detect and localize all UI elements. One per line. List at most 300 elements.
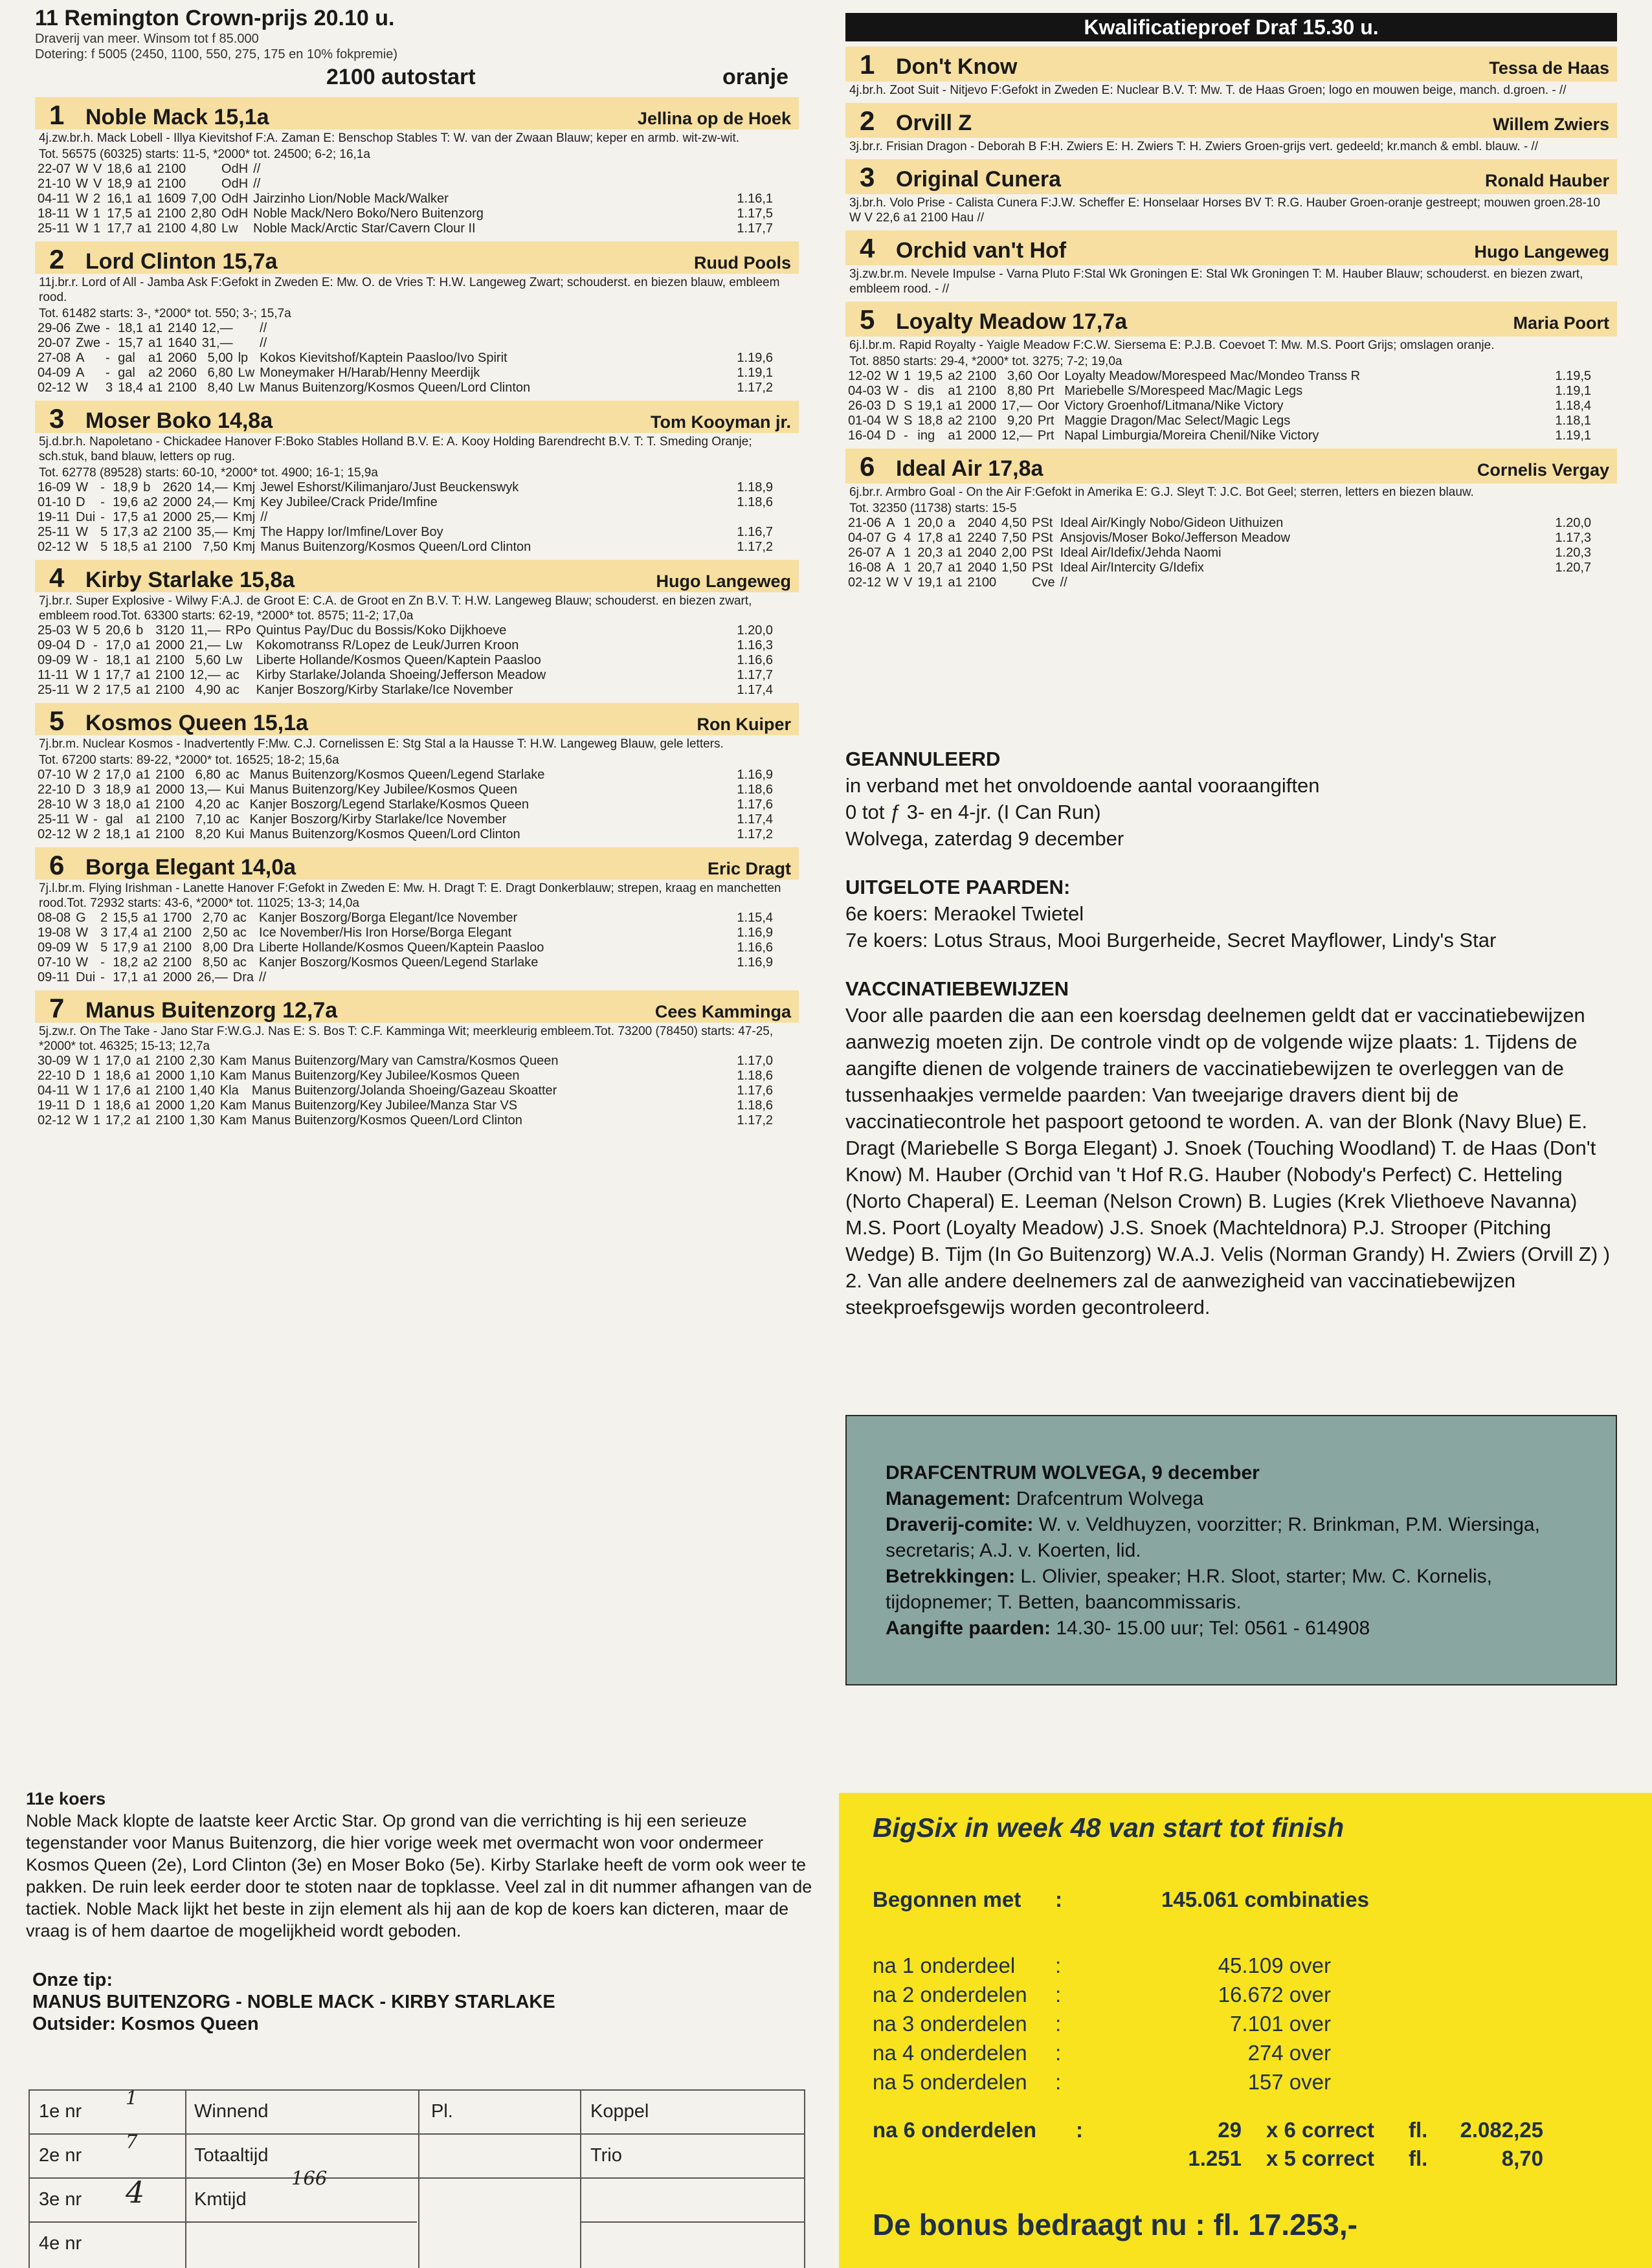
form-cell: S (904, 399, 913, 413)
bigsix-five-correct: x 5 correct (1266, 2146, 1374, 2170)
form-row (845, 384, 1617, 399)
form-cell: 1 (93, 668, 101, 682)
form-cell: 4,50 (1001, 516, 1027, 530)
form-cell: Dui (76, 970, 96, 984)
horse-totals: Tot. 8850 starts: 29-4, *2000* tot. 3275; 7-2; 19,0a (849, 355, 1122, 368)
form-cell: 6,80 (207, 366, 233, 380)
form-cell: 20,0 (917, 516, 943, 530)
form-cell: 8,40 (207, 381, 233, 395)
form-cell: 2100 (168, 381, 197, 395)
form-row (35, 812, 799, 827)
form-cell: 1.16,3 (737, 638, 773, 652)
form-cell: Jewel Eshorst/Kilimanjaro/Just Beuckenswyk (260, 480, 519, 495)
form-cell: 25,— (196, 510, 228, 524)
form-cell: a1 (137, 221, 152, 236)
horse-driver: Ruud Pools (694, 253, 791, 272)
form-cell: G (76, 911, 86, 925)
form-cell: Kam (219, 1069, 247, 1083)
form-cell: 1.20,0 (1555, 516, 1591, 530)
form-cell: 4,90 (195, 683, 221, 697)
form-row (35, 321, 799, 336)
form-cell: 19-11 (38, 510, 70, 524)
bigsix-bonus: De bonus bedraagt nu : fl. 17.253,- (873, 2208, 1357, 2241)
horse-entry (35, 401, 799, 555)
form-cell: a1 (136, 683, 151, 697)
form-cell: 26,— (196, 970, 228, 984)
form-cell: 1.20,7 (1555, 561, 1591, 575)
horse-driver: Eric Dragt (707, 859, 791, 878)
form-cell: 30-09 (38, 1054, 71, 1068)
form-cell: 02-12 (38, 540, 71, 554)
horse-number: 4 (860, 233, 875, 263)
grid-row-label: 3e nr (39, 2189, 82, 2210)
form-cell: a1 (148, 351, 163, 365)
horse-number: 6 (860, 451, 875, 482)
form-cell: Manus Buitenzorg/Kosmos Queen/Lord Clinton (260, 381, 531, 395)
form-cell: 5 (100, 940, 108, 955)
horse-number: 5 (860, 304, 875, 335)
entries-value: 14.30- 15.00 uur; Tel: 0561 - 614908 (1056, 1618, 1370, 1639)
form-row (35, 206, 799, 221)
form-cell: 17,9 (113, 940, 139, 955)
horse-entry (845, 47, 1617, 98)
form-cell: 2100 (155, 1054, 184, 1068)
form-cell: a1 (136, 1098, 151, 1113)
form-cell: PSt (1032, 561, 1053, 575)
form-row (35, 911, 799, 926)
form-cell: 3,60 (1007, 369, 1032, 383)
form-cell: 2100 (157, 221, 186, 236)
form-cell (734, 510, 799, 525)
form-cell: W (76, 177, 89, 191)
horse-name: Orvill Z (896, 111, 972, 135)
form-cell: 17,1 (113, 970, 139, 984)
form-cell: 25-03 (38, 623, 71, 638)
form-cell: 8,00 (202, 940, 228, 955)
horse-totals: Tot. 56575 (60325) starts: 11-5, *2000* tot. 24500; 6-2; 16,1a (39, 148, 370, 161)
horse-band (845, 449, 1617, 484)
form-cell (734, 177, 799, 192)
form-cell: 1609 (157, 192, 186, 206)
bigsix-five-amount: 8,70 (1501, 2146, 1543, 2170)
form-cell: A (76, 366, 85, 380)
form-cell: a2 (143, 955, 158, 970)
form-cell: 2100 (155, 668, 184, 682)
form-cell: Oor (1037, 369, 1060, 383)
form-cell: 01-10 (38, 495, 71, 509)
form-cell: 18,6 (107, 162, 133, 176)
horse-driver: Hugo Langeweg (656, 572, 791, 591)
form-cell: 2140 (168, 321, 197, 335)
form-cell: 1 (93, 1098, 101, 1113)
horse-name: Lord Clinton 15,7a (85, 249, 278, 274)
form-cell: dis (917, 384, 934, 398)
horse-pedigree: 3j.br.r. Frisian Dragon - Deborah B F:H. Zwiers E: H. Zwiers T: H. Zwiers Groen-grijs vert. gedeeld; kr.manch & embl. blauw. - // (849, 140, 1538, 153)
form-cell: Manus Buitenzorg/Key Jubilee/Manza Star VS (251, 1098, 518, 1113)
form-cell: D (76, 1069, 85, 1083)
form-cell: 1.17,6 (737, 1084, 773, 1098)
form-cell: RPo (225, 623, 251, 638)
form-table (35, 768, 799, 842)
form-cell: Kui (225, 827, 245, 841)
bigsix-five-fl: fl. (1409, 2146, 1428, 2170)
form-cell: b (143, 480, 151, 495)
form-cell: 15,7 (118, 336, 144, 350)
form-cell: ac (232, 926, 247, 940)
form-cell: 1.16,7 (737, 525, 773, 539)
horse-number: 3 (49, 403, 65, 434)
form-cell (734, 970, 799, 985)
form-cell: 1 (93, 221, 101, 236)
form-cell: Lw (225, 653, 243, 667)
form-row (35, 351, 799, 366)
form-cell: 1700 (162, 911, 192, 925)
form-cell: 1.18,4 (1555, 399, 1591, 413)
form-cell: Moneymaker H/Harab/Henny Meerdijk (260, 366, 480, 380)
form-cell: 2 (93, 827, 101, 841)
bigsix-six-fl: fl. (1409, 2118, 1428, 2142)
horse-totals: Tot. 62778 (89528) starts: 60-10, *2000* tot. 4900; 16-1; 15,9a (39, 466, 378, 480)
horse-name: Borga Elegant 14,0a (85, 855, 296, 880)
form-cell: a1 (136, 797, 151, 812)
horse-number: 2 (860, 106, 875, 136)
horse-title (49, 706, 308, 737)
form-cell: 21,— (189, 638, 221, 652)
form-cell: a1 (136, 668, 151, 682)
form-cell: 3 (93, 797, 101, 812)
form-cell: 25-11 (38, 525, 70, 539)
form-cell: Lw (225, 638, 243, 652)
form-cell: 25-11 (38, 683, 70, 697)
form-cell: OdH (221, 192, 249, 206)
form-row (35, 221, 799, 236)
form-cell: 17,8 (917, 531, 943, 545)
form-cell: Liberte Hollande/Kosmos Queen/Kaptein Paasloo (256, 653, 541, 667)
form-cell: ac (225, 812, 240, 827)
horse-entry (35, 241, 799, 395)
form-cell: 7,00 (191, 192, 217, 206)
form-cell (1552, 575, 1617, 590)
form-cell: D (76, 783, 85, 797)
form-cell: W (76, 812, 89, 827)
form-cell: 25-11 (38, 221, 70, 236)
form-cell: Zwe (76, 336, 100, 350)
form-row (35, 955, 799, 970)
form-cell: 19-08 (38, 926, 71, 940)
form-cell: 04-11 (38, 192, 70, 206)
bigsix-title: BigSix in week 48 van start tot finish (873, 1812, 1345, 1843)
form-cell: - (93, 638, 98, 652)
commentary-text: Noble Mack klopte de laatste keer Arctic Star. Op grond van die verrichting is hij een serieuze tegenstander voor Manus Buitenzorg, die hier vorige week met overmacht won voor ondermeer Kosmos Queen (2e), Lord Clinton (3e) en Moser Boko (5e). Kirby Starlake heeft de vorm ook weer te pakken. De ruin leek eerder door te stoten naar de topklasse. Veel zal in dit nummer afhangen van de tactiek. Noble Mack lijkt het beste in zijn element als hij aan de kop de koers kan dicteren, maar de vraag is of hem daartoe de mogelijkheid wordt geboden. (26, 1811, 812, 1940)
form-cell: a1 (143, 926, 158, 940)
form-cell: a1 (136, 812, 151, 827)
officials-label: Betrekkingen: (886, 1566, 1016, 1587)
form-cell: 09-09 (38, 940, 71, 955)
form-cell: 3120 (155, 623, 184, 638)
form-cell: Dra (232, 940, 254, 955)
form-cell: a1 (148, 321, 163, 335)
form-cell: 2000 (162, 510, 192, 524)
form-cell: Kanjer Boszorg/Legend Starlake/Kosmos Queen (249, 797, 529, 812)
form-cell: gal (118, 351, 135, 365)
bigsix-colon: : (1055, 1953, 1062, 1977)
form-cell: // (259, 970, 267, 984)
horse-entry (845, 159, 1617, 225)
form-cell: W (76, 683, 89, 697)
form-cell: b (136, 623, 144, 638)
form-cell: 12-02 (848, 369, 882, 383)
horse-pedigree: 3j.zw.br.m. Nevele Impulse - Varna Pluto F:Stal Wk Groningen E: Stal Wk Groningen T: M. Hauber Blauw; schouderst. en biezen zwart, embleem rood. - // (849, 267, 1583, 296)
handwritten-kmtime: 166 (291, 2167, 328, 2189)
form-row (845, 575, 1617, 590)
form-cell: - (105, 366, 110, 380)
form-row (845, 546, 1617, 561)
horse-name: Loyalty Meadow 17,7a (896, 309, 1128, 334)
horse-band (35, 401, 799, 433)
form-cell: 2240 (967, 531, 997, 545)
form-cell: a1 (136, 1084, 151, 1098)
form-cell: 19,5 (917, 369, 943, 383)
form-cell: OdH (221, 177, 249, 191)
form-cell: - (105, 336, 110, 350)
bigsix-stage-label: na 4 onderdelen (873, 2041, 1027, 2065)
bigsix-stage-label: na 2 onderdelen (873, 1983, 1027, 2007)
form-cell: 17,5 (107, 206, 133, 221)
form-cell: 2,30 (189, 1054, 215, 1068)
form-cell: Maggie Dragon/Mac Select/Magic Legs (1064, 414, 1291, 428)
form-cell: Manus Buitenzorg/Key Jubilee/Kosmos Queen (249, 783, 518, 797)
form-cell: D (76, 1098, 85, 1113)
form-cell: D (886, 428, 896, 443)
form-cell: 1.18,6 (737, 1098, 773, 1113)
form-cell: a2 (948, 369, 963, 383)
form-cell: 2100 (967, 414, 997, 428)
form-cell: W (886, 414, 899, 428)
horse-band (35, 990, 799, 1023)
form-cell: 13,— (189, 783, 221, 797)
form-cell: W (76, 525, 89, 539)
grid-row-label: 1e nr (39, 2101, 82, 2122)
horse-driver: Tessa de Haas (1489, 58, 1609, 78)
form-cell: 18,0 (106, 797, 131, 812)
form-cell: 07-10 (38, 955, 71, 970)
form-cell: 2040 (967, 561, 997, 575)
bigsix-six-correct: x 6 correct (1266, 2118, 1374, 2142)
horse-pedigree: 6j.br.r. Armbro Goal - On the Air F:Gefokt in Amerika E: G.J. Sleyt T: J.C. Bot Geel; sterren, letters en biezen blauw. (849, 485, 1474, 499)
form-cell: W (76, 1113, 89, 1128)
form-cell: 1.18,1 (1555, 414, 1591, 428)
form-cell: 22-10 (38, 783, 71, 797)
form-cell: W (76, 381, 89, 395)
form-cell: 1.18,9 (737, 480, 773, 495)
form-cell: a1 (948, 575, 963, 590)
form-row (845, 399, 1617, 414)
tips (26, 1969, 822, 2035)
form-cell: - (904, 428, 908, 443)
form-cell: 17,5 (113, 510, 139, 524)
form-cell: a2 (948, 414, 963, 428)
form-cell: 2100 (155, 827, 184, 841)
form-cell: W (76, 206, 89, 221)
horse-pedigree: 6j.l.br.m. Rapid Royalty - Yaigle Meadow F:C.W. Siersema E: P.J.B. Coevoet T: Mw. M.S. Poort Grijs; omslagen oranje. (849, 339, 1495, 352)
horse-number: 1 (860, 49, 875, 80)
horse-name: Don't Know (896, 54, 1018, 79)
horse-entry (35, 560, 799, 698)
bigsix-colon: : (1055, 1983, 1062, 2007)
form-table (35, 1054, 799, 1128)
form-cell: a1 (137, 162, 152, 176)
form-row (35, 1084, 799, 1098)
form-cell: 8,50 (202, 955, 228, 970)
horse-pedigree: 3j.br.h. Volo Prise - Calista Cunera F:J.W. Scheffer E: Honselaar Horses BV T: R.G. Hauber Groen-oranje gestreept; mouwen groen.28-10 W V 22,6 a1 2100 Hau // (849, 196, 1600, 225)
form-cell: W (76, 1054, 89, 1068)
form-cell: 21-06 (848, 516, 882, 530)
form-cell: 1.19,1 (737, 366, 773, 380)
form-cell: 2 (93, 192, 101, 206)
form-cell: Kmj (232, 480, 256, 495)
form-cell: a1 (136, 653, 151, 667)
qualification-section (845, 13, 1617, 590)
form-cell: Ansjovis/Moser Boko/Jefferson Meadow (1060, 531, 1290, 545)
horse-totals: Tot. 61482 starts: 3-, *2000* tot. 550; 3-; 15,7a (39, 307, 291, 320)
form-cell: 1.17,3 (1555, 531, 1591, 545)
horse-pedigree: 5j.d.br.h. Napoletano - Chickadee Hanover F:Boko Stables Holland B.V. E: A. Kooy Holding Barendrecht B.V. T: T. Smeding Oranje; sch.stuk, band blauw, letters op rug. (39, 435, 752, 463)
cancelled-line: in verband met het onvoldoende aantal vooraangiften (845, 774, 1320, 797)
form-cell: A (76, 351, 85, 365)
form-cell: W (76, 623, 89, 638)
form-cell: 5,00 (207, 351, 233, 365)
race-distance-row (35, 62, 799, 92)
form-cell: 1.17,0 (737, 1054, 773, 1068)
horse-title (860, 233, 1066, 264)
form-cell: a (948, 516, 955, 530)
horse-band (35, 97, 799, 129)
form-cell: 27-08 (38, 351, 71, 365)
form-cell: 12,— (189, 668, 221, 682)
form-cell: 1.16,6 (737, 940, 773, 955)
horse-pedigree: 7j.br.r. Super Explosive - Wilwy F:A.J. de Groot E: C.A. de Groot en Zn B.V. T: H.W. Langeweg Blauw; schouderst. en biezen zwart, embleem rood.Tot. 63300 starts: 62-19, *2000* tot. 8575; 11-2; 17,0a (39, 594, 752, 623)
form-cell: 16-04 (848, 428, 882, 443)
horse-number: 5 (49, 706, 65, 736)
form-cell: 18,9 (106, 783, 131, 797)
form-cell: 16-09 (38, 480, 71, 495)
form-row (845, 531, 1617, 546)
form-cell: 2,50 (202, 926, 228, 940)
form-cell: Kanjer Boszorg/Kosmos Queen/Legend Starlake (259, 955, 539, 970)
grid-winnend: Winnend (194, 2101, 269, 2122)
bigsix-stage-value: 274 over (1247, 2041, 1331, 2065)
form-row (35, 940, 799, 955)
race-title: 11 Remington Crown-prijs 20.10 u. (35, 6, 395, 30)
entries-label: Aangifte paarden: (886, 1618, 1051, 1639)
horse-entry (845, 302, 1617, 443)
form-cell: W (886, 384, 899, 398)
bigsix-colon: : (1055, 2070, 1062, 2094)
form-cell: Dui (76, 510, 96, 524)
form-cell: 18-11 (38, 206, 70, 221)
form-cell: // (1060, 575, 1067, 590)
horse-title (49, 993, 337, 1024)
form-cell: a1 (143, 540, 158, 554)
form-row (35, 623, 799, 638)
form-cell: 1.18,6 (737, 495, 773, 509)
form-cell: 18,1 (106, 827, 131, 841)
form-cell: 4,20 (195, 797, 221, 812)
form-cell: OdH (221, 162, 249, 176)
form-row (35, 1054, 799, 1069)
form-cell: W (76, 192, 89, 206)
form-cell: - (904, 384, 908, 398)
form-cell: 18,8 (917, 414, 943, 428)
handwritten-second: 7 (126, 2131, 138, 2153)
form-cell: 02-12 (38, 827, 71, 841)
form-cell: W (76, 797, 89, 812)
form-cell: V (904, 575, 913, 590)
grid-place: Pl. (431, 2101, 453, 2122)
form-cell: 4 (904, 531, 911, 545)
horse-title (860, 106, 972, 137)
form-cell: 1.17,4 (737, 812, 773, 827)
form-cell: a1 (143, 970, 158, 984)
form-row (35, 162, 799, 177)
form-cell: 12,— (201, 321, 233, 335)
horse-title (49, 403, 273, 434)
form-cell: 2100 (157, 206, 186, 221)
form-cell: 1 (93, 206, 101, 221)
form-cell: 2060 (168, 366, 197, 380)
form-cell: 1.17,2 (737, 381, 773, 395)
form-row (35, 926, 799, 940)
form-cell: 28-10 (38, 797, 71, 812)
form-cell: - (100, 955, 105, 970)
form-cell: 2 (93, 683, 101, 697)
form-cell: 2100 (155, 653, 184, 667)
form-cell: Kam (219, 1054, 247, 1068)
form-cell: a1 (137, 192, 152, 206)
form-cell: 1,10 (189, 1069, 215, 1083)
form-cell: 1 (93, 1054, 101, 1068)
form-row (35, 797, 799, 812)
horse-totals: Tot. 32350 (11738) starts: 15-5 (849, 502, 1017, 515)
form-cell: ac (225, 797, 240, 812)
form-cell: 7,10 (195, 812, 221, 827)
bigsix-started-label: Begonnen met (873, 1887, 1021, 1911)
form-cell: 1 (904, 561, 911, 575)
form-cell: A (886, 516, 895, 530)
form-cell: a1 (948, 546, 963, 560)
horse-entry (35, 703, 799, 842)
form-cell: 2 (93, 768, 101, 782)
form-row (35, 336, 799, 351)
form-cell: 2000 (155, 1069, 184, 1083)
form-cell: 02-12 (38, 1113, 71, 1128)
form-cell: G (886, 531, 897, 545)
horse-title (860, 162, 1061, 193)
horse-list (35, 97, 799, 1128)
form-cell: Manus Buitenzorg/Kosmos Queen/Lord Clinton (260, 540, 531, 554)
horse-band (35, 847, 799, 880)
form-cell: 7,50 (202, 540, 228, 554)
form-cell: Kmj (232, 510, 256, 524)
form-cell: a2 (143, 495, 158, 509)
tip-value: MANUS BUITENZORG - NOBLE MACK - KIRBY STARLAKE (32, 1992, 555, 2012)
form-cell: 2100 (155, 1084, 184, 1098)
form-cell: 2100 (155, 1113, 184, 1128)
form-cell: a1 (136, 1054, 151, 1068)
horse-driver: Ron Kuiper (697, 715, 791, 734)
form-cell: 16,1 (107, 192, 133, 206)
form-cell: 17,7 (106, 668, 131, 682)
